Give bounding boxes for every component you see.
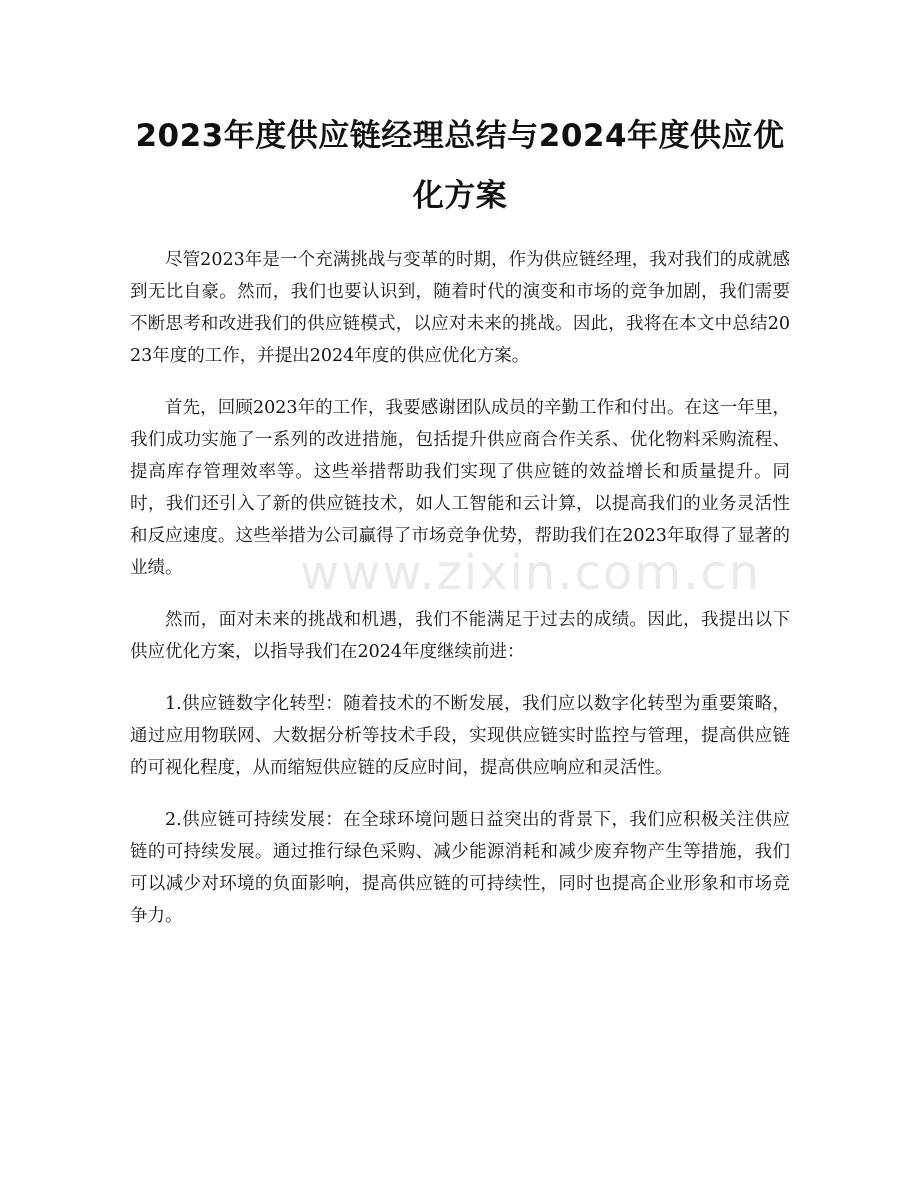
paragraph-plan-item-2: 2.供应链可持续发展：在全球环境问题日益突出的背景下，我们应积极关注供应链的可持续发展。通过推行绿色采购、减少能源消耗和减少废弃物产生等措施，我们可以减少对环境的负面影响，提高供应链的可持续性，同时也提高企业形象和市场竞争力。 bbox=[130, 810, 790, 926]
watermark-text: www.zixin.com.cn bbox=[300, 545, 762, 601]
document-title: 2023年度供应链经理总结与2024年度供应优化方案 bbox=[135, 118, 785, 214]
document-body bbox=[130, 244, 790, 952]
paragraph-intro: 尽管2023年是一个充满挑战与变革的时期，作为供应链经理，我对我们的成就感到无比自豪。然而，我们也要认识到，随着时代的演变和市场的竞争加剧，我们需要不断思考和改进我们的供应链模式，以应对未来的挑战。因此，我将在本文中总结2023年度的工作，并提出2024年度的供应优化方案。 bbox=[130, 250, 790, 366]
paragraph-plan-item-1: 1.供应链数字化转型：随着技术的不断发展，我们应以数字化转型为重要策略，通过应用物联网、大数据分析等技术手段，实现供应链实时监控与管理，提高供应链的可视化程度，从而缩短供应链的反应时间，提高供应响应和灵活性。 bbox=[130, 694, 790, 778]
paragraph-plan-intro: 然而，面对未来的挑战和机遇，我们不能满足于过去的成绩。因此，我提出以下供应优化方案，以指导我们在2024年度继续前进： bbox=[130, 610, 790, 662]
paragraph-review-2023: 首先，回顾2023年的工作，我要感谢团队成员的辛勤工作和付出。在这一年里，我们成功实施了一系列的改进措施，包括提升供应商合作关系、优化物料采购流程、提高库存管理效率等。这些举措帮助我们实现了供应链的效益增长和质量提升。同时，我们还引入了新的供应链技术，如人工智能和云计算，以提高我们的业务灵活性和反应速度。这些举措为公司赢得了市场竞争优势，帮助我们在2023年取得了显著的业绩。 bbox=[130, 398, 790, 578]
